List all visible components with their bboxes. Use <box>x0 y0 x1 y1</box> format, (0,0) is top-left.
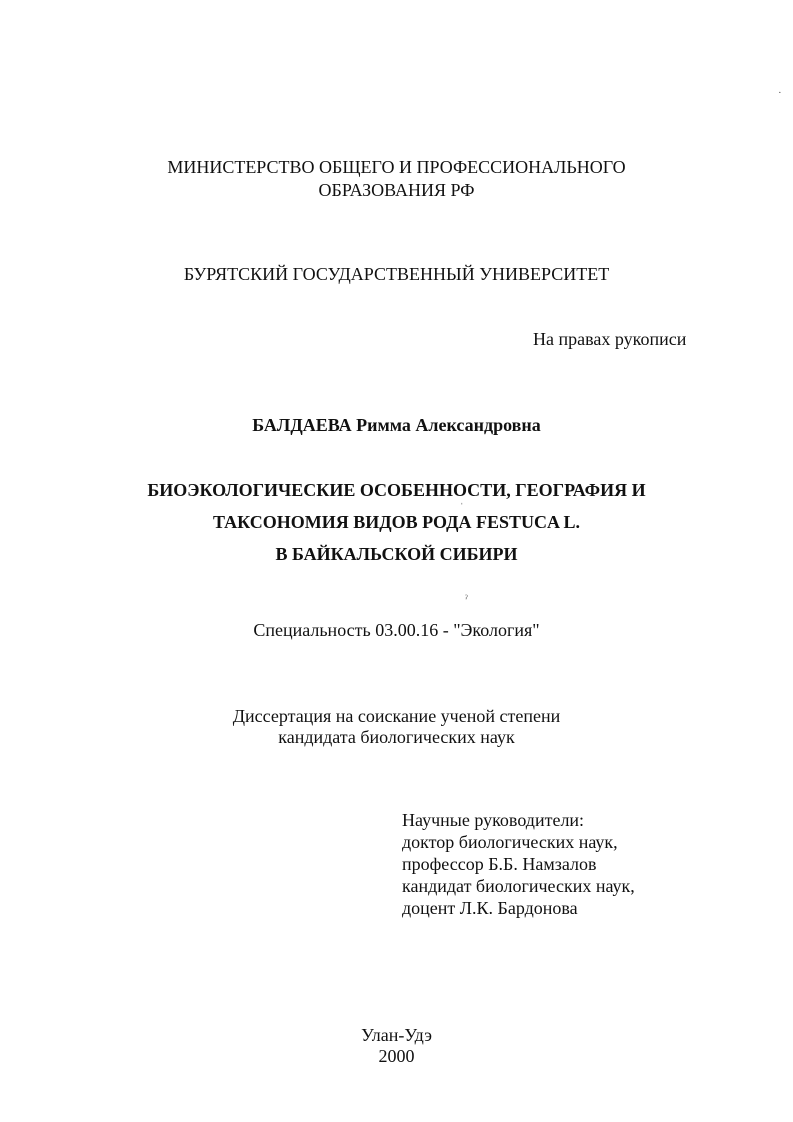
scan-speck: · <box>778 87 782 99</box>
scan-speck: ˀ <box>465 593 468 605</box>
author-surname: БАЛДАЕВА <box>252 415 352 435</box>
title-line-1: БИОЭКОЛОГИЧЕСКИЕ ОСОБЕННОСТИ, ГЕОГРАФИЯ И <box>147 480 646 500</box>
supervisor-line-3: кандидат биологических наук, <box>402 876 635 896</box>
university-name: БУРЯТСКИЙ ГОСУДАРСТВЕННЫЙ УНИВЕРСИТЕТ <box>183 264 610 284</box>
author-name <box>0 414 793 436</box>
ministry-line-2: ОБРАЗОВАНИЯ РФ <box>318 180 475 200</box>
author-given-names: Римма Александровна <box>356 415 541 435</box>
ministry-line-1: МИНИСТЕРСТВО ОБЩЕГО И ПРОФЕССИОНАЛЬНОГО <box>167 157 626 177</box>
manuscript-note: На правах рукописи <box>533 329 687 349</box>
dissertation-line-2: кандидата биологических наук <box>278 727 515 747</box>
place: Улан-Удэ <box>361 1025 432 1045</box>
supervisor-line-4: доцент Л.К. Бардонова <box>402 898 578 918</box>
supervisors-heading: Научные руководители: <box>402 810 585 830</box>
supervisor-line-1: доктор биологических наук, <box>402 832 618 852</box>
supervisor-line-2: профессор Б.Б. Намзалов <box>402 854 597 874</box>
title-line-3: В БАЙКАЛЬСКОЙ СИБИРИ <box>275 544 518 564</box>
scan-speck: ˈ <box>460 501 464 513</box>
speciality: Специальность 03.00.16 - "Экология" <box>253 620 540 640</box>
year: 2000 <box>378 1046 415 1066</box>
title-line-2: ТАКСОНОМИЯ ВИДОВ РОДА FESTUCA L. <box>212 512 580 532</box>
dissertation-line-1: Диссертация на соискание ученой степени <box>232 706 561 726</box>
